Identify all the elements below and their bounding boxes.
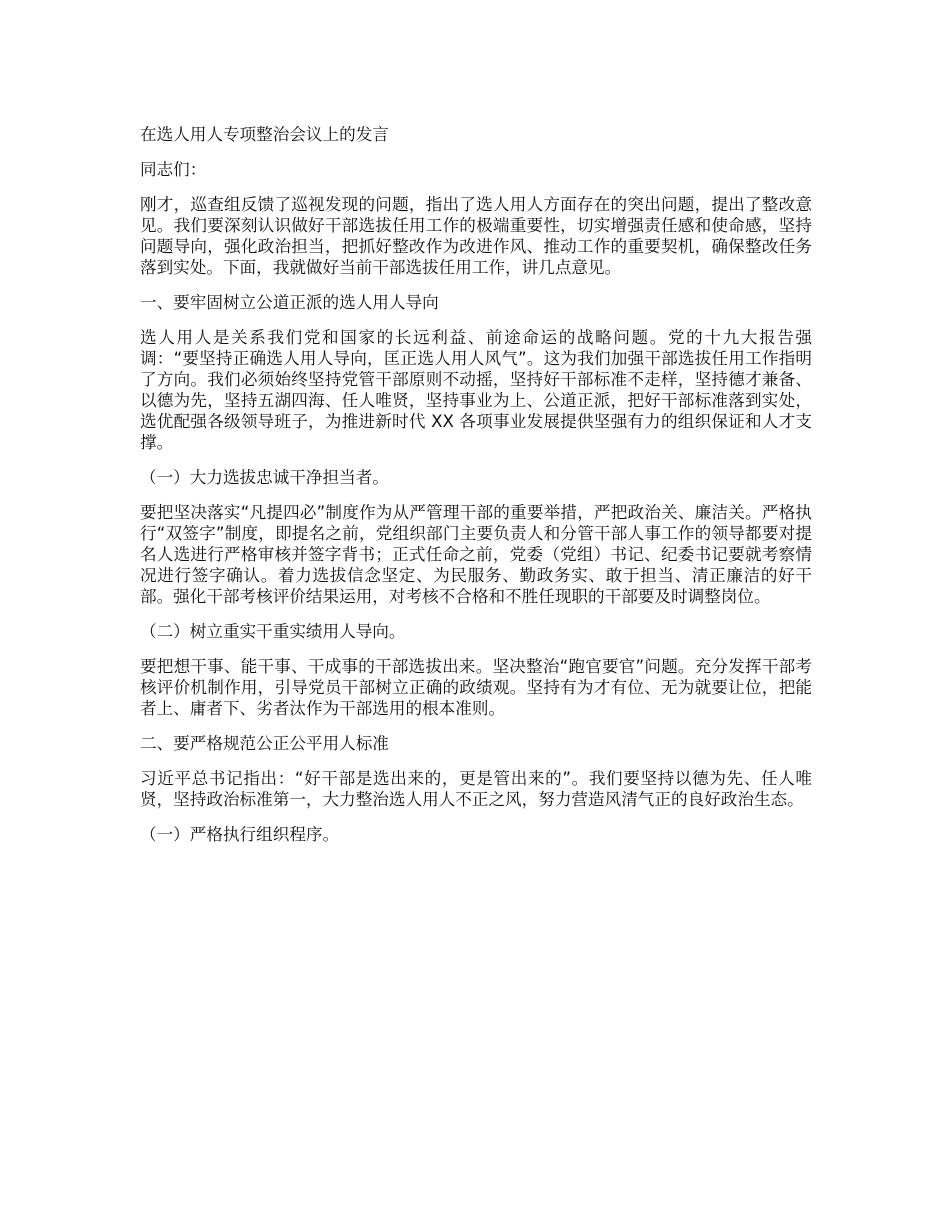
- document-body: [140, 124, 812, 859]
- subheading-1-2: （二）树立重实干重实绩用人导向。: [140, 622, 406, 641]
- document-title: 在选人用人专项整治会议上的发言: [140, 125, 389, 144]
- subheading-1-1: （一）大力选拔忠诚干净担当者。: [140, 468, 389, 487]
- subheading-2-1: （一）严格执行组织程序。: [140, 825, 340, 844]
- salutation: 同志们：: [140, 160, 207, 179]
- paragraph-section-2: 习近平总书记指出：“好干部是选出来的，更是管出来的”。我们要坚持以德为先、任人唯贤，坚持政治标准第一，大力整治选人用人不正之风，努力营造风清气正的良好政治生态。: [140, 769, 812, 809]
- section-heading-1: 一、要牢固树立公道正派的选人用人导向: [140, 293, 439, 312]
- section-heading-2: 二、要严格规范公正公平用人标准: [140, 734, 389, 753]
- paragraph-1-2: 要把想干事、能干事、干成事的干部选拔出来。坚决整治“跑官要官”问题。充分发挥干部考核评价机制作用，引导党员干部树立正确的政绩观。坚持有为才有位、无为就要让位，把能者上、庸者下、劣者汰作为干部选用的根本准则。: [140, 657, 812, 718]
- paragraph-1-1: 要把坚决落实“凡提四必”制度作为从严管理干部的重要举措，严把政治关、廉洁关。严格执行“双签字”制度，即提名之前，党组织部门主要负责人和分管干部人事工作的领导都要对提名人选进行严格审核并签字背书；正式任命之前，党委（党组）书记、纪委书记要就考察情况进行签字确认。着力选拔信念坚定、为民服务、勤政务实、敢于担当、清正廉洁的好干部。强化干部考核评价结果运用，对考核不合格和不胜任现职的干部要及时调整岗位。: [140, 503, 812, 606]
- paragraph-section-1: 选人用人是关系我们党和国家的长远利益、前途命运的战略问题。党的十九大报告强调：“要坚持正确选人用人导向，匡正选人用人风气”。这为我们加强干部选拔任用工作指明了方向。我们必须始终坚持党管干部原则不动摇，坚持好干部标准不走样，坚持德才兼备、以德为先，坚持五湖四海、任人唯贤，坚持事业为上、公道正派，把好干部标准落到实处，选优配强各级领导班子，为推进新时代 XX 各项事业发展提供坚强有力的组织保证和人才支撑。: [140, 328, 812, 452]
- paragraph-intro: 刚才，巡查组反馈了巡视发现的问题，指出了选人用人方面存在的突出问题，提出了整改意见。我们要深刻认识做好干部选拔任用工作的极端重要性，切实增强责任感和使命感，坚持问题导向，强化政治担当，把抓好整改作为改进作风、推动工作的重要契机，确保整改任务落到实处。下面，我就做好当前干部选拔任用工作，讲几点意见。: [140, 195, 812, 277]
